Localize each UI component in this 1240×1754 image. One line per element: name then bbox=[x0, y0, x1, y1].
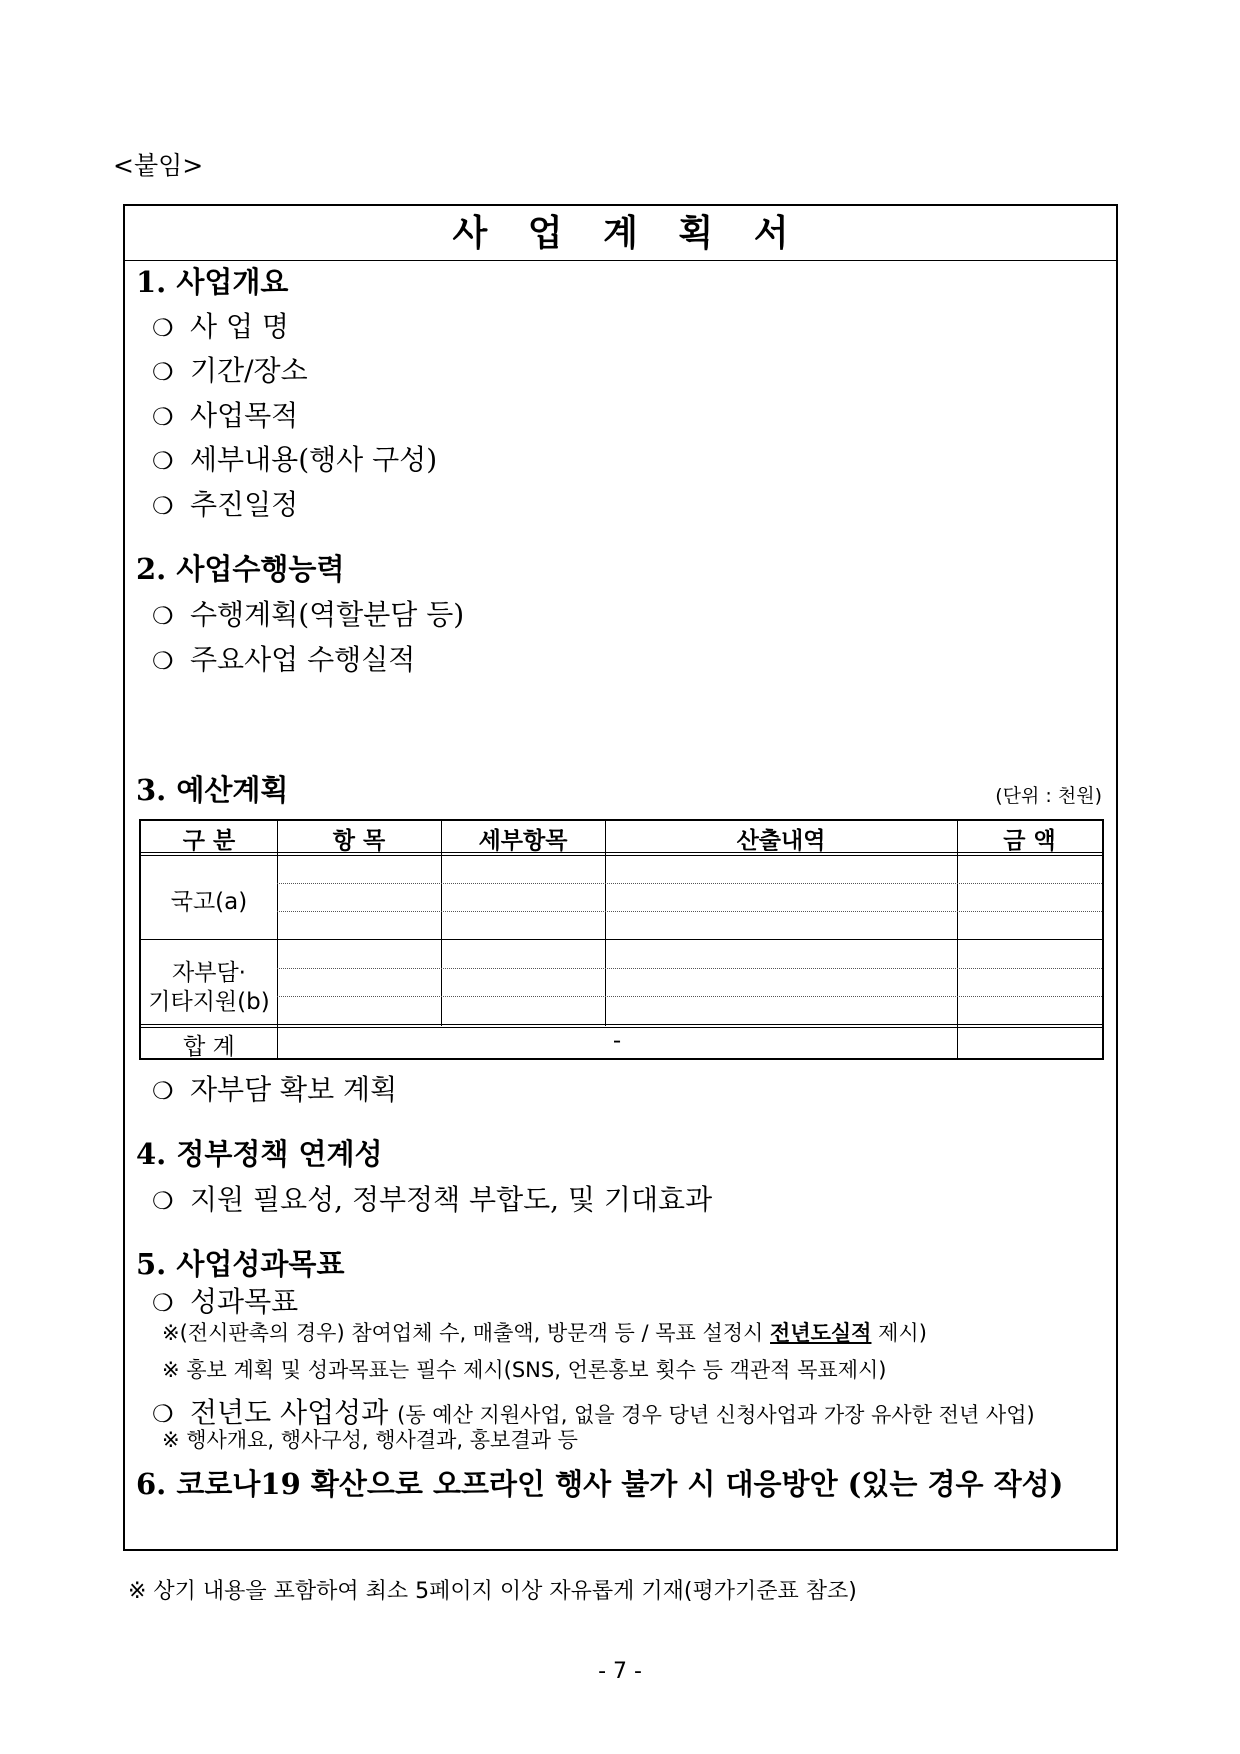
section-2-item-2: ❍ 주요사업 수행실적 bbox=[152, 642, 415, 679]
dotted-rule bbox=[277, 996, 1102, 997]
bullet-icon: ❍ bbox=[152, 358, 174, 386]
row-label-national: 국고(a) bbox=[170, 889, 248, 915]
bullet-icon: ❍ bbox=[152, 492, 174, 520]
emphasis-text: 전년도실적 bbox=[770, 1321, 872, 1345]
section-1-item-4: ❍ 세부내용(행사 구성) bbox=[152, 442, 437, 479]
section-3-item-1: ❍ 자부담 확보 계획 bbox=[152, 1072, 397, 1109]
table-header-category: 구 분 bbox=[182, 828, 236, 854]
table-header-calculation: 산출내역 bbox=[736, 828, 826, 854]
bullet-icon: ❍ bbox=[152, 447, 174, 475]
table-header-amount: 금 액 bbox=[1003, 828, 1056, 854]
section-5-note-3: ※ 행사개요, 행사구성, 행사결과, 홍보결과 등 bbox=[162, 1428, 578, 1452]
budget-table bbox=[139, 819, 1104, 1060]
section-2-heading: 2. 사업수행능력 bbox=[136, 552, 345, 586]
section-5-note-2: ※ 홍보 계획 및 성과목표는 필수 제시(SNS, 언론홍보 횟수 등 객관적 목표제시) bbox=[162, 1358, 887, 1382]
section-3-heading: 3. 예산계획 bbox=[136, 773, 289, 807]
row-label-self-funded: 자부담· bbox=[172, 960, 246, 986]
section-1-heading: 1. 사업개요 bbox=[136, 265, 289, 299]
bullet-icon: ❍ bbox=[152, 1289, 174, 1317]
total-value: - bbox=[612, 1028, 622, 1054]
bullet-icon: ❍ bbox=[152, 1077, 174, 1105]
column-divider bbox=[957, 821, 958, 1058]
bullet-icon: ❍ bbox=[152, 1400, 174, 1428]
bullet-icon: ❍ bbox=[152, 403, 174, 431]
form-title: 사 업 계 획 서 bbox=[125, 206, 1116, 261]
bullet-icon: ❍ bbox=[152, 647, 174, 675]
page-number: - 7 - bbox=[598, 1659, 642, 1684]
section-5-item-2: ❍ 전년도 사업성과 (동 예산 지원사업, 없을 경우 당년 신청사업과 가장 유사한 전년 사업) bbox=[152, 1395, 1035, 1433]
budget-unit-label: (단위 : 천원) bbox=[995, 785, 1102, 807]
dotted-rule bbox=[277, 883, 1102, 884]
bullet-icon: ❍ bbox=[152, 602, 174, 630]
section-4-heading: 4. 정부정책 연계성 bbox=[136, 1137, 383, 1171]
section-4-item-1: ❍ 지원 필요성, 정부정책 부합도, 및 기대효과 bbox=[152, 1182, 712, 1219]
section-5-heading: 5. 사업성과목표 bbox=[136, 1247, 345, 1281]
section-1-item-2: ❍ 기간/장소 bbox=[152, 353, 308, 390]
row-label-other-support: 기타지원(b) bbox=[148, 989, 270, 1015]
total-label: 합 계 bbox=[183, 1034, 235, 1060]
business-plan-form bbox=[123, 204, 1118, 1551]
section-1-item-3: ❍ 사업목적 bbox=[152, 398, 298, 435]
section-5-item-2-note: (동 예산 지원사업, 없을 경우 당년 신청사업과 가장 유사한 전년 사업) bbox=[397, 1403, 1035, 1427]
table-header-subitem: 세부항목 bbox=[478, 828, 568, 854]
section-1-item-5: ❍ 추진일정 bbox=[152, 487, 298, 524]
table-header-item: 항 목 bbox=[332, 828, 386, 854]
section-5-note-1: ※(전시판촉의 경우) 참여업체 수, 매출액, 방문객 등 / 목표 설정시 전년도실적 제시) bbox=[162, 1321, 927, 1345]
section-1-item-1: ❍ 사 업 명 bbox=[152, 309, 289, 346]
section-2-item-1: ❍ 수행계획(역할분담 등) bbox=[152, 597, 464, 634]
bullet-icon: ❍ bbox=[152, 314, 174, 342]
column-divider bbox=[277, 821, 278, 1058]
dotted-rule bbox=[277, 911, 1102, 912]
section-5-item-1: ❍ 성과목표 bbox=[152, 1284, 298, 1321]
dotted-rule bbox=[277, 968, 1102, 969]
bullet-icon: ❍ bbox=[152, 1187, 174, 1215]
attachment-label: <붙임> bbox=[113, 151, 204, 180]
section-6-heading: 6. 코로나19 확산으로 오프라인 행사 불가 시 대응방안 (있는 경우 작성) bbox=[136, 1467, 1064, 1501]
footer-note: ※ 상기 내용을 포함하여 최소 5페이지 이상 자유롭게 기재(평가기준표 참조) bbox=[128, 1579, 857, 1604]
